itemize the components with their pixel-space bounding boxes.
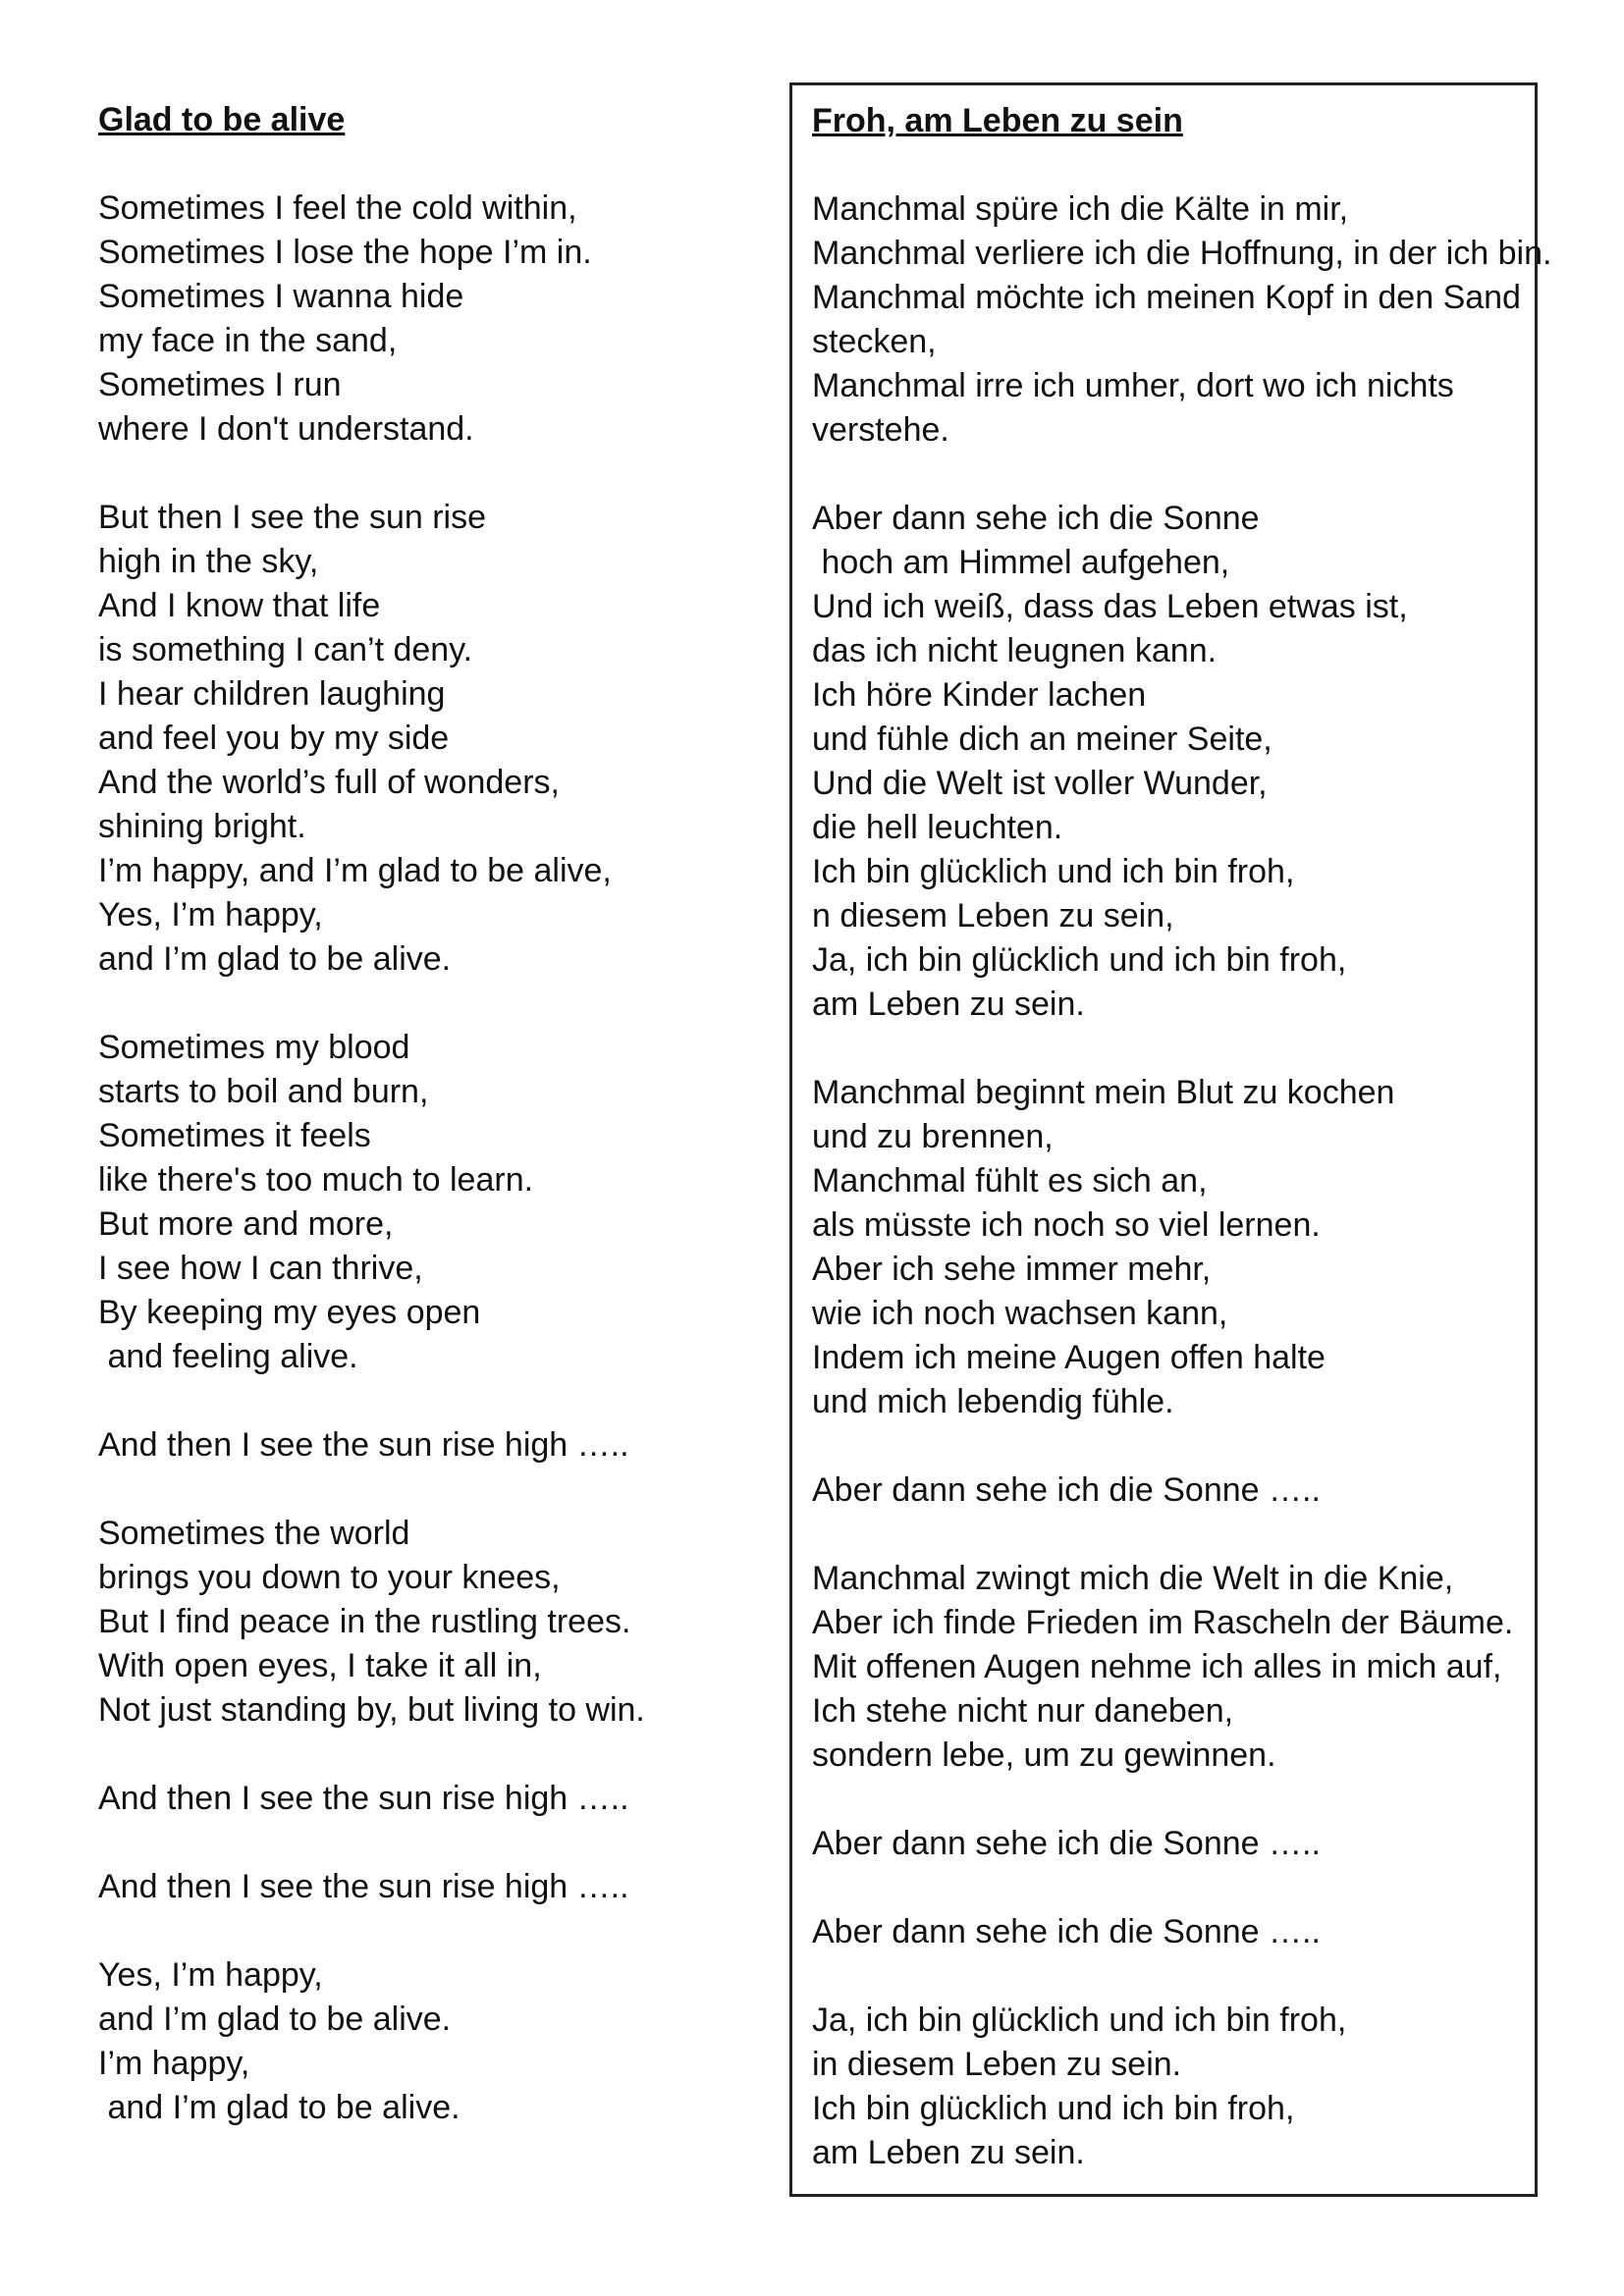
lyric-line: Manchmal beginnt mein Blut zu kochen [812, 1074, 1395, 1111]
lyric-line: And the world’s full of wonders, [98, 764, 560, 801]
lyric-line: stecken, [812, 323, 937, 360]
lyric-line: Sometimes it feels [98, 1117, 371, 1154]
lyric-line: n diesem Leben zu sein, [812, 897, 1174, 934]
english-stanzas [98, 187, 727, 2130]
stanza [98, 1026, 727, 1379]
lyric-line: and I’m glad to be alive. [98, 2001, 452, 2038]
lyric-line: Aber dann sehe ich die Sonne ….. [812, 1471, 1321, 1509]
german-lyrics-box [789, 82, 1552, 2197]
lyric-line: Sometimes I wanna hide [98, 278, 464, 315]
lyric-line: am Leben zu sein. [812, 986, 1085, 1023]
stanza [812, 1071, 1519, 1424]
lyric-line: Aber ich sehe immer mehr, [812, 1251, 1212, 1288]
lyric-line: is something I can’t deny. [98, 631, 473, 668]
lyric-line: Sometimes I run [98, 366, 342, 403]
lyric-line: die hell leuchten. [812, 809, 1063, 846]
stanza [812, 1557, 1519, 1778]
lyric-line: and I’m glad to be alive. [98, 940, 452, 978]
stanza [812, 1910, 1519, 1954]
lyric-line: starts to boil and burn, [98, 1073, 429, 1110]
lyric-line: Not just standing by, but living to win. [98, 1691, 645, 1729]
lyric-line: Ich bin glücklich und ich bin froh, [812, 2090, 1295, 2127]
lyric-line: hoch am Himmel aufgehen, [812, 544, 1230, 581]
lyric-line: Manchmal spüre ich die Kälte in mir, [812, 190, 1349, 228]
stanza [812, 497, 1519, 1027]
lyric-line: und fühle dich an meiner Seite, [812, 721, 1272, 758]
stanza [98, 1423, 727, 1468]
lyric-line: Aber dann sehe ich die Sonne ….. [812, 1913, 1321, 1950]
english-title: Glad to be alive [98, 101, 346, 138]
lyric-line: I hear children laughing [98, 675, 446, 713]
lyric-line: And I know that life [98, 587, 381, 624]
lyric-line: and feeling alive. [98, 1338, 358, 1375]
lyric-line: und zu brennen, [812, 1118, 1054, 1155]
lyric-line: brings you down to your knees, [98, 1559, 561, 1596]
lyric-line: am Leben zu sein. [812, 2134, 1085, 2171]
lyric-line: Ich stehe nicht nur daneben, [812, 1692, 1234, 1730]
lyric-line: Ich höre Kinder lachen [812, 676, 1147, 714]
lyric-line: I’m happy, and I’m glad to be alive, [98, 852, 612, 889]
lyric-line: wie ich noch wachsen kann, [812, 1295, 1228, 1332]
lyric-line: And then I see the sun rise high ….. [98, 1868, 629, 1905]
lyric-line: Mit offenen Augen nehme ich alles in mich auf, [812, 1648, 1502, 1685]
lyric-line: And then I see the sun rise high ….. [98, 1780, 629, 1817]
stanza [812, 1822, 1519, 1866]
lyric-line: Manchmal verliere ich die Hoffnung, in der ich bin. [812, 235, 1552, 272]
lyric-line: verstehe. [812, 411, 949, 449]
lyric-line: But I find peace in the rustling trees. [98, 1603, 631, 1640]
lyric-line: Ja, ich bin glücklich und ich bin froh, [812, 941, 1347, 979]
lyric-line: Manchmal irre ich umher, dort wo ich nichts [812, 367, 1454, 404]
lyric-line: like there's too much to learn. [98, 1161, 534, 1199]
lyric-line: high in the sky, [98, 543, 319, 580]
lyric-line: Sometimes I feel the cold within, [98, 189, 577, 227]
lyric-line: sondern lebe, um zu gewinnen. [812, 1736, 1276, 1774]
stanza [812, 1468, 1519, 1513]
lyric-line: Sometimes my blood [98, 1029, 410, 1066]
german-lyrics-column [812, 99, 1552, 2219]
lyric-line: But then I see the sun rise [98, 499, 487, 536]
lyric-line: das ich nicht leugnen kann. [812, 632, 1218, 669]
lyric-line: Indem ich meine Augen offen halte [812, 1339, 1326, 1376]
lyric-line: and feel you by my side [98, 720, 450, 757]
lyric-line: And then I see the sun rise high ….. [98, 1426, 629, 1464]
german-stanzas [812, 187, 1552, 2175]
stanza [98, 1865, 727, 1909]
lyric-line: Aber ich finde Frieden im Rascheln der Bäume. [812, 1604, 1514, 1641]
lyric-line: where I don't understand. [98, 410, 474, 448]
lyric-line: in diesem Leben zu sein. [812, 2046, 1182, 2083]
stanza [98, 1953, 727, 2130]
lyric-line: Sometimes the world [98, 1515, 410, 1552]
lyric-line: Manchmal möchte ich meinen Kopf in den Sand [812, 279, 1521, 316]
lyric-line: I’m happy, [98, 2045, 250, 2082]
lyric-line: Ich bin glücklich und ich bin froh, [812, 853, 1295, 890]
stanza [812, 1999, 1519, 2175]
lyric-line: Aber dann sehe ich die Sonne ….. [812, 1825, 1321, 1862]
lyric-line: und mich lebendig fühle. [812, 1383, 1174, 1420]
stanza [98, 1777, 727, 1821]
lyric-line: my face in the sand, [98, 322, 398, 359]
lyric-line: By keeping my eyes open [98, 1294, 481, 1331]
lyric-line: Manchmal fühlt es sich an, [812, 1162, 1208, 1200]
stanza [812, 187, 1552, 453]
lyric-line: als müsste ich noch so viel lernen. [812, 1206, 1321, 1244]
lyric-line: Aber dann sehe ich die Sonne [812, 500, 1260, 537]
lyric-line: and I’m glad to be alive. [98, 2089, 460, 2126]
lyric-line: With open eyes, I take it all in, [98, 1647, 542, 1684]
lyric-line: Yes, I’m happy, [98, 1956, 323, 1994]
lyric-line: Und ich weiß, dass das Leben etwas ist, [812, 588, 1408, 625]
lyric-line: But more and more, [98, 1205, 394, 1243]
stanza [98, 187, 727, 452]
lyric-line: Und die Welt ist voller Wunder, [812, 765, 1268, 802]
lyric-line: shining bright. [98, 808, 306, 845]
lyric-line: Yes, I’m happy, [98, 896, 323, 934]
stanza [98, 1512, 727, 1733]
lyric-line: I see how I can thrive, [98, 1250, 423, 1287]
lyric-line: Sometimes I lose the hope I’m in. [98, 234, 592, 271]
german-title: Froh, am Leben zu sein [812, 102, 1183, 139]
stanza [98, 496, 727, 982]
english-lyrics-column [98, 98, 727, 2174]
lyric-line: Ja, ich bin glücklich und ich bin froh, [812, 2002, 1347, 2039]
lyric-line: Manchmal zwingt mich die Welt in die Knie, [812, 1560, 1454, 1597]
